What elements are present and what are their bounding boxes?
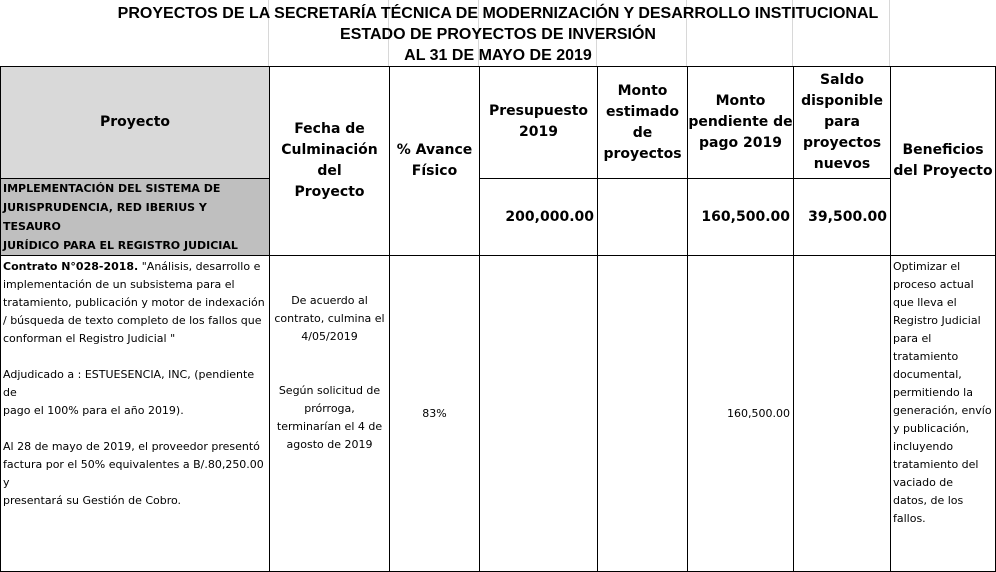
avance-detail-cell[interactable]	[390, 256, 480, 572]
presupuesto-detail-cell[interactable]	[480, 256, 598, 572]
monto-estimado-cell[interactable]	[598, 179, 688, 256]
header-beneficios-label: Beneficios del Proyecto	[893, 142, 993, 179]
monto-pendiente-detail-cell[interactable]	[688, 256, 794, 572]
header-monto-pendiente[interactable]	[688, 67, 794, 179]
avance-value: 83%	[422, 406, 447, 420]
header-saldo[interactable]	[794, 67, 891, 179]
detail-row	[1, 256, 996, 572]
fecha-detail-cell[interactable]	[270, 256, 390, 572]
beneficios-detail-cell[interactable]	[891, 256, 996, 572]
monto-estimado-detail-cell[interactable]	[598, 256, 688, 572]
header-presupuesto[interactable]	[480, 67, 598, 179]
monto-pendiente-cell[interactable]	[688, 179, 794, 256]
presupuesto-cell[interactable]	[480, 179, 598, 256]
beneficios-detail: Optimizar el proceso actual que lleva el Registro Judicial para el tratamiento documental, permitiendo la generación, envío y publicación, incluyendo tratamiento del vaciado de datos, de los fallos.	[893, 260, 992, 525]
project-name: IMPLEMENTACIÓN DEL SISTEMA DE JURISPRUDENCIA, RED IBERIUS Y TESAURO JURÍDICO PARA EL REGISTRO JUDICIAL	[3, 182, 238, 252]
contract-description-cell[interactable]	[1, 256, 270, 572]
header-beneficios[interactable]	[891, 67, 996, 256]
header-presupuesto-label: Presupuesto 2019	[488, 103, 589, 140]
projects-table	[0, 66, 996, 572]
saldo-detail-cell[interactable]	[794, 256, 891, 572]
fecha-detail: De acuerdo al contrato, culmina el 4/05/2019 Según solicitud de prórroga, terminarían el 4 de agosto de 2019	[274, 294, 385, 451]
header-monto-estimado[interactable]	[598, 67, 688, 179]
contract-text: "Análisis, desarrollo e implementación de un subsistema para el tratamiento, publicación y motor de indexación / búsqueda de texto completo de los fallos que conforman el Registro Judicial " Adjudicado a : ESTUESENCIA, INC, (pendiente de pago el 100% para el año 2019). Al 28 de mayo de 2019, el proveedor presentó factura por el 50% equivalentes a B/.80,250.00 y presentará su Gestión de Cobro.	[3, 260, 265, 507]
header-monto-estimado-label: Monto estimado de proyectos	[603, 82, 682, 162]
project-row	[1, 179, 996, 256]
header-fecha-label: Fecha de Culminación del Proyecto	[281, 121, 378, 200]
header-fecha[interactable]	[270, 67, 390, 256]
report-title: PROYECTOS DE LA SECRETARÍA TÉCNICA DE MODERNIZACIÓN Y DESARROLLO INSTITUCIONAL	[117, 5, 879, 22]
header-monto-pendiente-label: Monto pendiente de pago 2019	[688, 93, 793, 151]
saldo-cell[interactable]	[794, 179, 891, 256]
project-name-cell[interactable]	[1, 179, 270, 256]
header-proyecto-label: Proyecto	[99, 114, 170, 130]
report-subtitle: ESTADO DE PROYECTOS DE INVERSIÓN	[340, 26, 656, 43]
monto-pendiente-detail-value: 160,500.00	[727, 406, 790, 420]
contract-description	[3, 258, 266, 510]
monto-pendiente-value: 160,500.00	[701, 209, 790, 225]
header-saldo-label: Saldo disponible para proyectos nuevos	[801, 72, 883, 172]
report-date: AL 31 DE MAYO DE 2019	[404, 47, 592, 64]
saldo-value: 39,500.00	[808, 209, 887, 225]
header-row	[1, 67, 996, 179]
header-avance-label: % Avance Físico	[396, 142, 473, 179]
presupuesto-value: 200,000.00	[505, 209, 594, 225]
contract-label: Contrato N°028-2018.	[3, 260, 139, 273]
header-proyecto[interactable]	[1, 67, 270, 179]
header-avance[interactable]	[390, 67, 480, 256]
